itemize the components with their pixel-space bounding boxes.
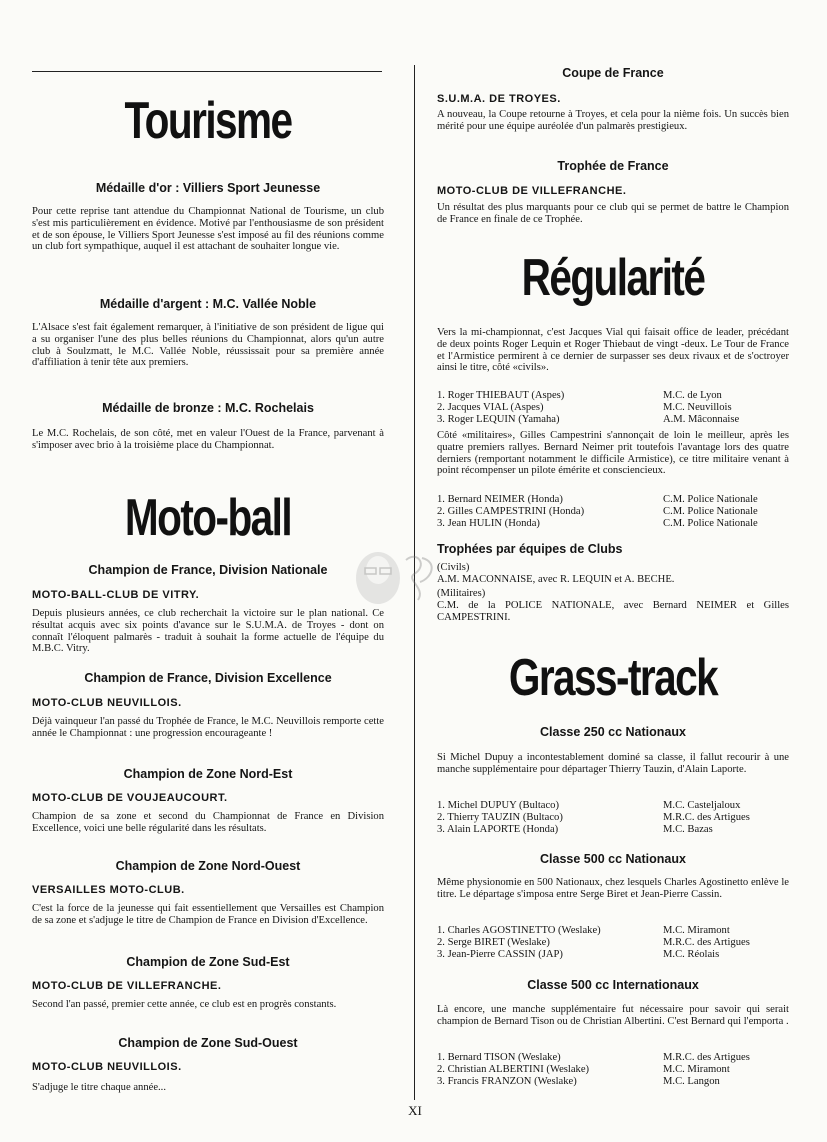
result-club: M.R.C. des Artigues: [663, 811, 750, 823]
section-title-regularite: Régularité: [521, 249, 705, 307]
result-row: [437, 937, 789, 949]
result-rider: 2. Thierry TAUZIN (Bultaco): [437, 811, 563, 823]
result-row: [437, 812, 789, 824]
motoball-club-5: MOTO-CLUB DE VILLEFRANCHE.: [32, 980, 222, 992]
grasstrack-text-500n: Même physionomie en 500 Nationaux, chez lesquels Charles Agostinetto enlève le titre. Le départage s'imposa entre Serge Biret et Jean-Pierre Cassin.: [437, 877, 789, 900]
motoball-text-6: S'adjuge le titre chaque année...: [32, 1082, 166, 1093]
result-club: M.R.C. des Artigues: [663, 1052, 750, 1063]
result-club: M.C. Réolais: [663, 948, 720, 960]
trophee-club: MOTO-CLUB DE VILLEFRANCHE.: [437, 185, 627, 197]
grasstrack-results-500i: [437, 1052, 789, 1087]
result-row: [437, 414, 789, 426]
motoball-text-1: Depuis plusieurs années, ce club recherchait la victoire sur le plan national. Ce résultat acquis avec six points d'avance sur le S.U.M.A. de Troyes - dont on connaît l'éloquent palmarès - traduit à souhait la forme actuelle de l'équipe du M.B.C. Vitry.: [32, 608, 384, 655]
result-club: M.R.C. des Artigues: [663, 936, 750, 948]
teams-civils-team: A.M. MACONNAISE, avec R. LEQUIN et A. BECHE.: [437, 574, 675, 585]
grasstrack-heading-500n: Classe 500 cc Nationaux: [540, 852, 686, 866]
result-club: C.M. Police Nationale: [663, 505, 758, 517]
coupe-heading: Coupe de France: [562, 66, 664, 80]
motoball-club-1: MOTO-BALL-CLUB DE VITRY.: [32, 589, 200, 601]
motoball-club-2: MOTO-CLUB NEUVILLOIS.: [32, 697, 182, 709]
result-row: [437, 518, 789, 530]
result-club: M.C. Langon: [663, 1075, 720, 1087]
result-row: [437, 800, 789, 812]
teams-militaires-team: C.M. de la POLICE NATIONALE, avec Bernard NEIMER et Gilles CAMPESTRINI.: [437, 600, 789, 623]
motoball-heading-5: Champion de Zone Sud-Est: [126, 955, 290, 969]
motoball-heading-2: Champion de France, Division Excellence: [84, 671, 332, 685]
motoball-heading-4: Champion de Zone Nord-Ouest: [115, 859, 301, 873]
regularite-militaires-results: [437, 494, 789, 529]
teams-heading: Trophées par équipes de Clubs: [437, 542, 623, 556]
motoball-club-3: MOTO-CLUB DE VOUJEAUCOURT.: [32, 792, 228, 804]
grasstrack-text-500i: Là encore, une manche supplémentaire fut nécessaire pour savoir qui serait champion de Bernard Tison ou de Christian Albertini. C'est Bernard qui l'emporta .: [437, 1004, 789, 1027]
result-rider: 1. Michel DUPUY (Bultaco): [437, 800, 560, 811]
result-row: [437, 949, 789, 961]
result-row: [437, 494, 789, 506]
result-row: [437, 1076, 789, 1088]
result-row: [437, 925, 789, 937]
motoball-text-5: Second l'an passé, premier cette année, ce club est en progrès constants.: [32, 999, 337, 1010]
result-row: [437, 1064, 789, 1076]
result-rider: 1. Roger THIEBAUT (Aspes): [437, 390, 565, 401]
tourisme-text-bronze: Le M.C. Rochelais, de son côté, met en valeur l'Ouest de la France, parvenant à s'imposer avec brio à la troisième place du Championnat.: [32, 428, 384, 451]
regularite-intro: Vers la mi-championnat, c'est Jacques Vial qui faisait office de leader, précédant de deux points Roger Lequin et Roger Thiebaut de vingt -deux. Le Tour de France et l'Armistice permirent à ce dernier de surpasser ses deux rivaux et de s'octroyer ainsi le titre, côté «civils».: [437, 327, 789, 374]
result-rider: 3. Jean HULIN (Honda): [437, 517, 540, 529]
result-rider: 2. Jacques VIAL (Aspes): [437, 401, 544, 413]
result-rider: 3. Alain LAPORTE (Honda): [437, 823, 559, 835]
regularite-civils-results: [437, 390, 789, 425]
tourisme-heading-argent: Médaille d'argent : M.C. Vallée Noble: [99, 297, 317, 311]
result-club: C.M. Police Nationale: [663, 494, 758, 505]
motoball-heading-1: Champion de France, Division Nationale: [88, 563, 328, 577]
regularite-militaires-text: Côté «militaires», Gilles Campestrini s'annonçait de loin le meilleur, après les quatre premiers rallyes. Bernard Neimer prit toutefois l'avantage lors des quatre derniers (remportant notamment le difficile Armistice), ce titre militaire venant à point récompenser un pilote émérite et consciencieux.: [437, 430, 789, 477]
trophee-heading: Trophée de France: [557, 159, 669, 173]
teams-militaires-label: (Militaires): [437, 588, 486, 599]
section-title-grasstrack: Grass-track: [508, 649, 718, 707]
coupe-club: S.U.M.A. DE TROYES.: [437, 93, 561, 105]
motoball-heading-6: Champion de Zone Sud-Ouest: [118, 1036, 298, 1050]
result-row: [437, 506, 789, 518]
result-rider: 1. Bernard NEIMER (Honda): [437, 494, 563, 505]
grasstrack-results-500n: [437, 925, 789, 960]
motoball-heading-3: Champion de Zone Nord-Est: [123, 767, 293, 781]
result-row: [437, 402, 789, 414]
top-rule: [32, 71, 382, 72]
section-title-tourisme: Tourisme: [124, 92, 292, 150]
motoball-text-2: Déjà vainqueur l'an passé du Trophée de France, le M.C. Neuvillois remporte cette année le Championnat : une progression encourageante !: [32, 716, 384, 739]
result-club: M.C. de Lyon: [663, 390, 722, 401]
tourisme-text-or: Pour cette reprise tant attendue du Championnat National de Tourisme, un club s'est mis particulièrement en évidence. Motivé par l'enthousiasme de son président et de son épouse, le Villiers Sport Jeunesse s'est imposé au fil des réunions comme un club fort sympathique, auquel il est attachant de souhaiter longue vie.: [32, 206, 384, 253]
result-club: M.C. Casteljaloux: [663, 800, 741, 811]
result-rider: 3. Francis FRANZON (Weslake): [437, 1075, 577, 1087]
tourisme-heading-bronze: Médaille de bronze : M.C. Rochelais: [102, 401, 314, 415]
result-rider: 3. Roger LEQUIN (Yamaha): [437, 413, 560, 425]
watermark-portrait-stamp: [348, 548, 446, 610]
motoball-text-3: Champion de sa zone et second du Championnat de France en Division Excellence, voici une belle régularité dans les résultats.: [32, 811, 384, 834]
motoball-club-4: VERSAILLES MOTO-CLUB.: [32, 884, 185, 896]
result-club: M.C. Neuvillois: [663, 401, 732, 413]
grasstrack-heading-250: Classe 250 cc Nationaux: [540, 725, 686, 739]
motoball-text-4: C'est la force de la jeunesse qui fait essentiellement que Versailles est Champion de sa zone et s'adjuge le titre de Champion de France en Division d'Excellence.: [32, 903, 384, 926]
teams-civils-label: (Civils): [437, 562, 470, 573]
grasstrack-results-250: [437, 800, 789, 835]
result-rider: 3. Jean-Pierre CASSIN (JAP): [437, 948, 563, 960]
result-club: M.C. Bazas: [663, 823, 713, 835]
page-number: XI: [408, 1103, 422, 1118]
result-club: M.C. Miramont: [663, 925, 730, 936]
result-row: [437, 390, 789, 402]
result-row: [437, 1052, 789, 1064]
result-rider: 2. Serge BIRET (Weslake): [437, 936, 550, 948]
result-row: [437, 824, 789, 836]
tourisme-text-argent: L'Alsace s'est fait également remarquer, à l'initiative de son président de ligue qui a su organiser l'une des plus belles réunions du Championnat, alors qu'un autre club à Soulzmatt, le M.C. Vallée Noble, réussissait pour sa première année d'affiliation à tenir tête aux premiers.: [32, 322, 384, 369]
grasstrack-text-250: Si Michel Dupuy a incontestablement dominé sa classe, il fallut recourir à une manche supplémentaire pour départager Thierry Tauzin, d'Alain Laporte.: [437, 752, 789, 775]
trophee-text: Un résultat des plus marquants pour ce club qui se permet de battre le Champion de France en finale de ce Trophée.: [437, 202, 789, 225]
tourisme-heading-or: Médaille d'or : Villiers Sport Jeunesse: [95, 181, 321, 195]
result-club: A.M. Mâconnaise: [663, 413, 740, 425]
result-rider: 1. Charles AGOSTINETTO (Weslake): [437, 925, 601, 936]
result-club: M.C. Miramont: [663, 1063, 730, 1075]
result-rider: 2. Gilles CAMPESTRINI (Honda): [437, 505, 585, 517]
coupe-text: A nouveau, la Coupe retourne à Troyes, et cela pour la nième fois. Un succès bien mérité pour une équipe auréolée d'un palmarès prestigieux.: [437, 109, 789, 132]
result-club: C.M. Police Nationale: [663, 517, 758, 529]
result-rider: 1. Bernard TISON (Weslake): [437, 1052, 561, 1063]
result-rider: 2. Christian ALBERTINI (Weslake): [437, 1063, 590, 1075]
grasstrack-heading-500i: Classe 500 cc Internationaux: [527, 978, 699, 992]
motoball-club-6: MOTO-CLUB NEUVILLOIS.: [32, 1061, 182, 1073]
section-title-motoball: Moto-ball: [124, 489, 292, 547]
